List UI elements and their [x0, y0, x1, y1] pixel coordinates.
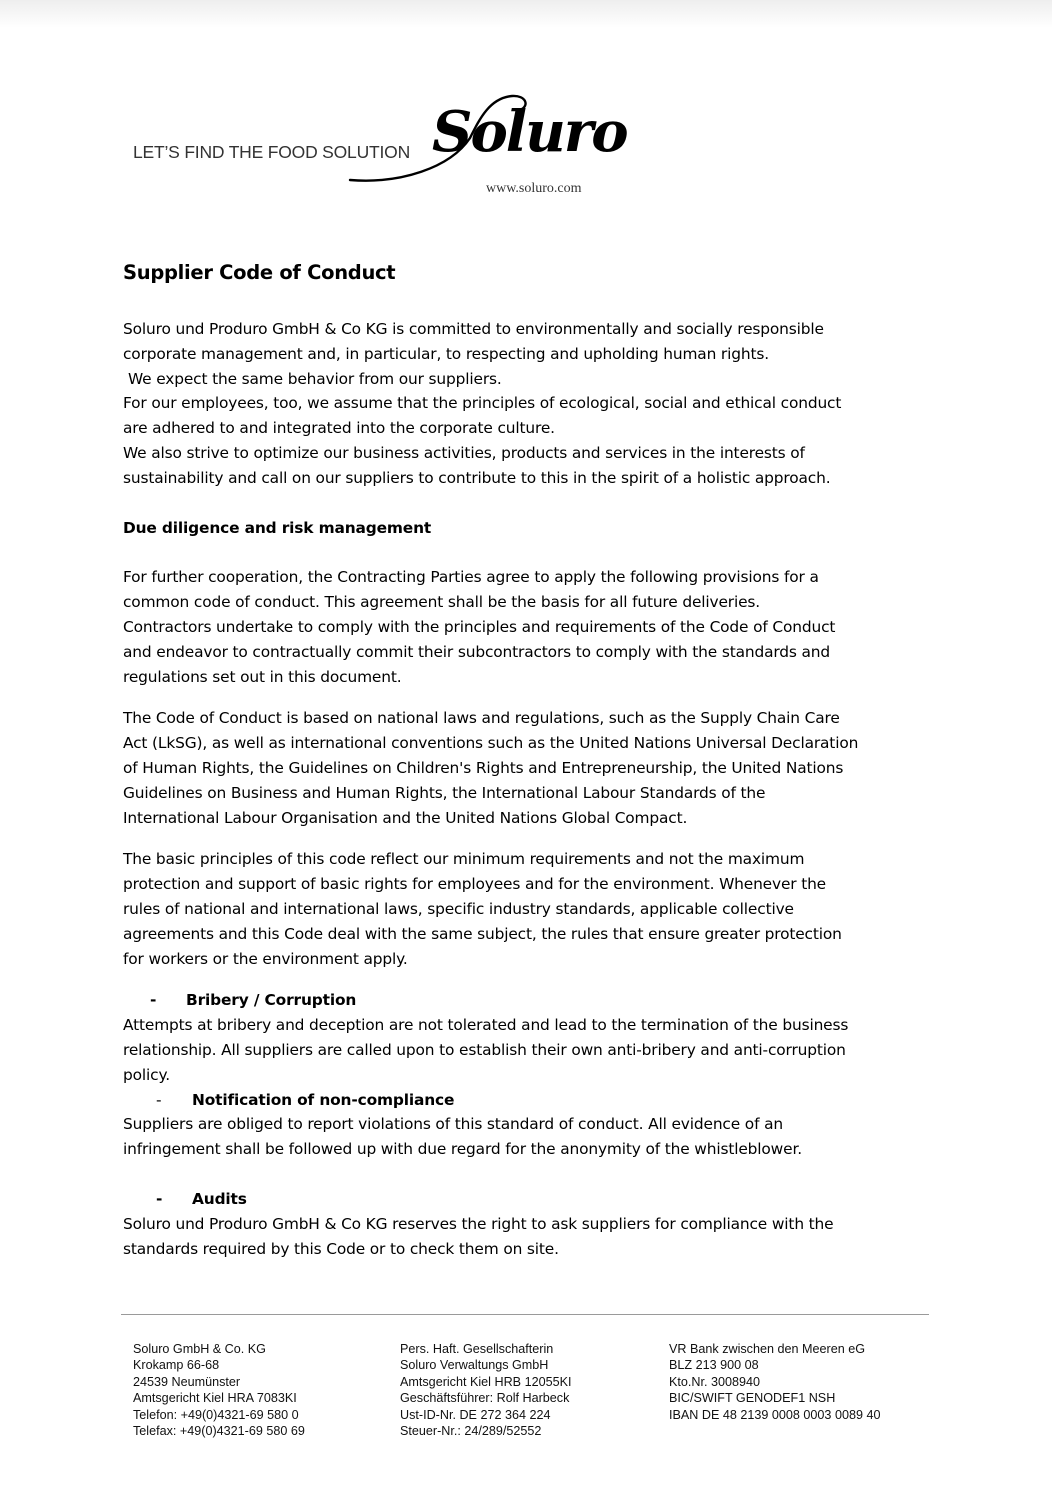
text-line: Soluro und Produro GmbH & Co KG reserves the right to ask suppliers for compliance with the	[123, 1214, 834, 1233]
footer-line: Pers. Haft. Gesellschafterin	[400, 1342, 554, 1356]
footer-line: Krokamp 66-68	[133, 1358, 220, 1373]
company-tagline: LET’S FIND THE FOOD SOLUTION	[133, 142, 411, 162]
section-heading: Due diligence and risk management	[123, 518, 432, 537]
bullet-heading-text: Notification of non-compliance	[192, 1090, 455, 1109]
text-line: For our employees, too, we assume that the principles of ecological, social and ethical conduct	[123, 394, 842, 413]
footer-line: VR Bank zwischen den Meeren eG	[669, 1342, 866, 1356]
footer-line: IBAN DE 48 2139 0008 0003 0089 40	[669, 1407, 881, 1422]
text-line: common code of conduct. This agreement shall be the basis for all future deliveries.	[123, 593, 761, 612]
footer-line: Ust-ID-Nr. DE 272 364 224	[400, 1407, 551, 1422]
text-line: Suppliers are obliged to report violations of this standard of conduct. All evidence of an	[123, 1115, 783, 1134]
bullet-heading-text: Bribery / Corruption	[186, 991, 357, 1010]
text-line: For further cooperation, the Contracting Parties agree to apply the following provisions for a	[123, 568, 819, 587]
text-line: The Code of Conduct is based on national laws and regulations, such as the Supply Chain Care	[123, 709, 840, 728]
text-line: of Human Rights, the Guidelines on Children's Rights and Entrepreneurship, the United Nations	[123, 758, 844, 777]
text-line: and endeavor to contractually commit their subcontractors to comply with the standards and	[123, 642, 831, 661]
footer-line: Telefax: +49(0)4321-69 580 69	[133, 1424, 305, 1439]
footer-line: BLZ 213 900 08	[669, 1358, 759, 1373]
paragraph-cooperation	[123, 565, 933, 689]
text-line: We expect the same behavior from our suppliers.	[128, 369, 502, 388]
text-line: standards required by this Code or to check them on site.	[123, 1239, 559, 1258]
page-top-shadow	[0, 0, 1052, 28]
bullet-heading-text: Audits	[192, 1189, 247, 1208]
footer-line: 24539 Neumünster	[133, 1374, 241, 1389]
text-line: regulations set out in this document.	[123, 667, 402, 686]
bullet-dash: -	[156, 1090, 162, 1109]
text-line: The basic principles of this code reflect our minimum requirements and not the maximum	[123, 850, 805, 869]
footer-line: Soluro GmbH & Co. KG	[133, 1342, 266, 1356]
text-line: are adhered to and integrated into the corporate culture.	[123, 419, 555, 438]
footer-company-info	[133, 1341, 305, 1439]
footer-line: Amtsgericht Kiel HRA 7083KI	[133, 1391, 297, 1406]
footer-divider	[121, 1314, 929, 1315]
bullet-heading-bribery	[123, 988, 933, 1013]
bullet-body-bribery	[123, 1013, 933, 1087]
document-title: Supplier Code of Conduct	[123, 261, 396, 284]
text-line: Attempts at bribery and deception are not tolerated and lead to the termination of the business	[123, 1016, 849, 1035]
bullet-heading-notification	[123, 1088, 933, 1113]
text-line: agreements and this Code deal with the same subject, the rules that ensure greater protection	[123, 924, 842, 943]
text-line: Guidelines on Business and Human Rights, the International Labour Standards of the	[123, 783, 766, 802]
document-body	[123, 258, 933, 1261]
footer-bank-info	[669, 1341, 880, 1423]
text-line: International Labour Organisation and the United Nations Global Compact.	[123, 808, 688, 827]
footer-line: Amtsgericht Kiel HRB 12055KI	[400, 1374, 572, 1389]
text-line: rules of national and international laws, specific industry standards, applicable collective	[123, 899, 794, 918]
footer-line: Soluro Verwaltungs GmbH	[400, 1358, 549, 1373]
footer-line: Geschäftsführer: Rolf Harbeck	[400, 1391, 570, 1406]
footer-line: Steuer-Nr.: 24/289/52552	[400, 1424, 542, 1439]
soluro-logo: Soluro	[432, 99, 627, 165]
text-line: Act (LkSG), as well as international conventions such as the United Nations Universal Declaration	[123, 734, 859, 753]
bullet-body-audits	[123, 1212, 933, 1262]
footer-partner-info	[400, 1341, 572, 1439]
footer-line: BIC/SWIFT GENODEF1 NSH	[669, 1391, 836, 1406]
bullet-dash: -	[150, 991, 157, 1010]
footer-line: Kto.Nr. 3008940	[669, 1374, 761, 1389]
text-line: for workers or the environment apply.	[123, 949, 408, 968]
text-line: Contractors undertake to comply with the principles and requirements of the Code of Conduct	[123, 617, 836, 636]
paragraph-legal-basis	[123, 706, 933, 830]
bullet-heading-audits	[123, 1187, 933, 1212]
text-line: infringement shall be followed up with due regard for the anonymity of the whistleblower.	[123, 1140, 802, 1159]
bullet-dash: -	[156, 1189, 163, 1208]
text-line: corporate management and, in particular, to respecting and upholding human rights.	[123, 344, 769, 363]
bullet-body-notification	[123, 1112, 933, 1162]
text-line: We also strive to optimize our business activities, products and services in the interests of	[123, 443, 805, 462]
text-line: sustainability and call on our suppliers to contribute to this in the spirit of a holistic approach.	[123, 468, 831, 487]
text-line: protection and support of basic rights for employees and for the environment. Whenever the	[123, 875, 826, 894]
website-url: www.soluro.com	[486, 181, 582, 196]
paragraph-principles	[123, 847, 933, 971]
footer-line: Telefon: +49(0)4321-69 580 0	[133, 1407, 299, 1422]
text-line: policy.	[123, 1065, 170, 1084]
intro-paragraph	[123, 317, 933, 491]
text-line: relationship. All suppliers are called upon to establish their own anti-bribery and anti-corruption	[123, 1040, 846, 1059]
text-line: Soluro und Produro GmbH & Co KG is committed to environmentally and socially responsible	[123, 320, 824, 338]
